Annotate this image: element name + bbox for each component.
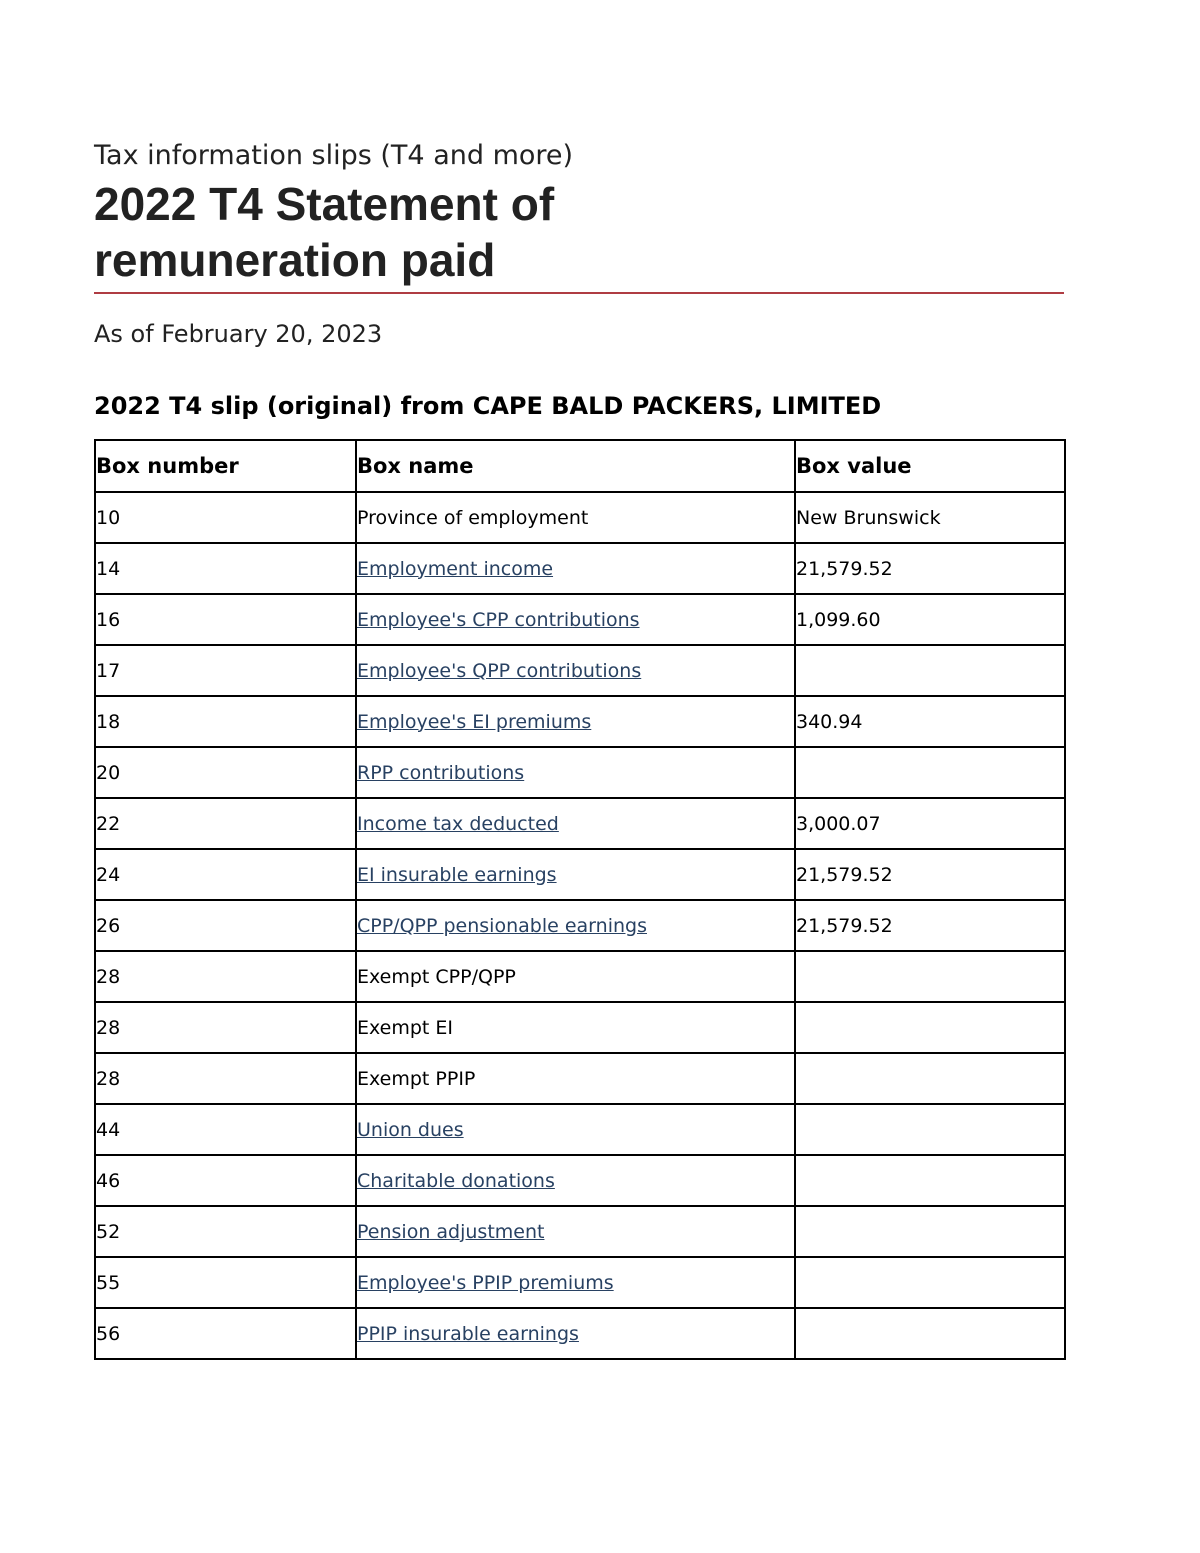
table-row [95, 1002, 1065, 1053]
table-row [95, 1104, 1065, 1155]
box-name-link[interactable]: Employee's EI premiums [357, 710, 592, 733]
box-name-cell [356, 1053, 795, 1104]
box-name-cell [356, 645, 795, 696]
table-row [95, 1206, 1065, 1257]
box-number-cell: 28 [95, 951, 356, 1002]
table-body [95, 492, 1065, 1359]
box-name-cell [356, 747, 795, 798]
table-row [95, 900, 1065, 951]
box-name-cell [356, 951, 795, 1002]
box-number-cell: 18 [95, 696, 356, 747]
page-subtitle: Tax information slips (T4 and more) [94, 140, 574, 171]
box-value-cell: 1,099.60 [795, 594, 1065, 645]
box-name-link[interactable]: RPP contributions [357, 761, 525, 784]
box-name-link[interactable]: Employee's PPIP premiums [357, 1271, 614, 1294]
box-name-cell [356, 798, 795, 849]
table-row [95, 1155, 1065, 1206]
box-value-cell [795, 1002, 1065, 1053]
box-name-link[interactable]: Employee's CPP contributions [357, 608, 640, 631]
box-value-cell [795, 1206, 1065, 1257]
box-value-cell: 340.94 [795, 696, 1065, 747]
box-name-link[interactable]: Pension adjustment [357, 1220, 545, 1243]
table-row [95, 747, 1065, 798]
box-number-cell: 46 [95, 1155, 356, 1206]
box-name-text: Exempt PPIP [357, 1067, 476, 1090]
box-name-cell [356, 900, 795, 951]
box-number-cell: 24 [95, 849, 356, 900]
box-name-cell [356, 696, 795, 747]
box-name-link[interactable]: EI insurable earnings [357, 863, 557, 886]
column-header-box-number: Box number [95, 440, 356, 492]
table-row [95, 1308, 1065, 1359]
box-name-cell [356, 594, 795, 645]
box-name-cell [356, 1002, 795, 1053]
as-of-date: As of February 20, 2023 [94, 320, 383, 348]
box-value-cell [795, 1104, 1065, 1155]
box-number-cell: 10 [95, 492, 356, 543]
box-name-cell [356, 849, 795, 900]
box-name-text: Exempt EI [357, 1016, 454, 1039]
box-name-cell [356, 1104, 795, 1155]
box-number-cell: 16 [95, 594, 356, 645]
slip-heading: 2022 T4 slip (original) from CAPE BALD PACKERS, LIMITED [94, 392, 882, 420]
column-header-box-value: Box value [795, 440, 1065, 492]
box-name-link[interactable]: Employment income [357, 557, 554, 580]
table-row [95, 492, 1065, 543]
box-value-cell [795, 1053, 1065, 1104]
box-number-cell: 44 [95, 1104, 356, 1155]
box-value-cell: 21,579.52 [795, 849, 1065, 900]
box-name-link[interactable]: Charitable donations [357, 1169, 555, 1192]
table-row [95, 645, 1065, 696]
box-name-cell [356, 543, 795, 594]
box-number-cell: 55 [95, 1257, 356, 1308]
box-name-link[interactable]: Income tax deducted [357, 812, 559, 835]
table-row [95, 951, 1065, 1002]
box-value-cell: 3,000.07 [795, 798, 1065, 849]
table-row [95, 1053, 1065, 1104]
table-row [95, 798, 1065, 849]
box-value-cell [795, 1308, 1065, 1359]
box-value-cell [795, 1257, 1065, 1308]
box-number-cell: 26 [95, 900, 356, 951]
box-name-link[interactable]: CPP/QPP pensionable earnings [357, 914, 647, 937]
box-number-cell: 28 [95, 1053, 356, 1104]
box-value-cell [795, 645, 1065, 696]
page-content [94, 136, 1064, 1360]
table-row [95, 543, 1065, 594]
box-name-text: Exempt CPP/QPP [357, 965, 516, 988]
box-value-cell [795, 1155, 1065, 1206]
column-header-box-name: Box name [356, 440, 795, 492]
box-value-cell [795, 951, 1065, 1002]
box-number-cell: 14 [95, 543, 356, 594]
box-name-text: Province of employment [357, 506, 589, 529]
box-number-cell: 56 [95, 1308, 356, 1359]
box-name-cell [356, 492, 795, 543]
box-number-cell: 22 [95, 798, 356, 849]
t4-slip-table [94, 439, 1066, 1360]
box-value-cell: 21,579.52 [795, 900, 1065, 951]
box-name-link[interactable]: Union dues [357, 1118, 464, 1141]
box-name-cell [356, 1155, 795, 1206]
box-name-cell [356, 1206, 795, 1257]
box-value-cell: New Brunswick [795, 492, 1065, 543]
box-name-link[interactable]: Employee's QPP contributions [357, 659, 642, 682]
title-divider [94, 292, 1064, 294]
box-number-cell: 52 [95, 1206, 356, 1257]
box-name-cell [356, 1257, 795, 1308]
table-row [95, 594, 1065, 645]
table-row [95, 1257, 1065, 1308]
box-value-cell [795, 747, 1065, 798]
box-number-cell: 20 [95, 747, 356, 798]
table-header-row [95, 440, 1065, 492]
box-number-cell: 28 [95, 1002, 356, 1053]
table-row [95, 849, 1065, 900]
page-title: 2022 T4 Statement of remuneration paid [94, 178, 555, 286]
box-name-cell [356, 1308, 795, 1359]
box-name-link[interactable]: PPIP insurable earnings [357, 1322, 579, 1345]
table-row [95, 696, 1065, 747]
box-value-cell: 21,579.52 [795, 543, 1065, 594]
box-number-cell: 17 [95, 645, 356, 696]
